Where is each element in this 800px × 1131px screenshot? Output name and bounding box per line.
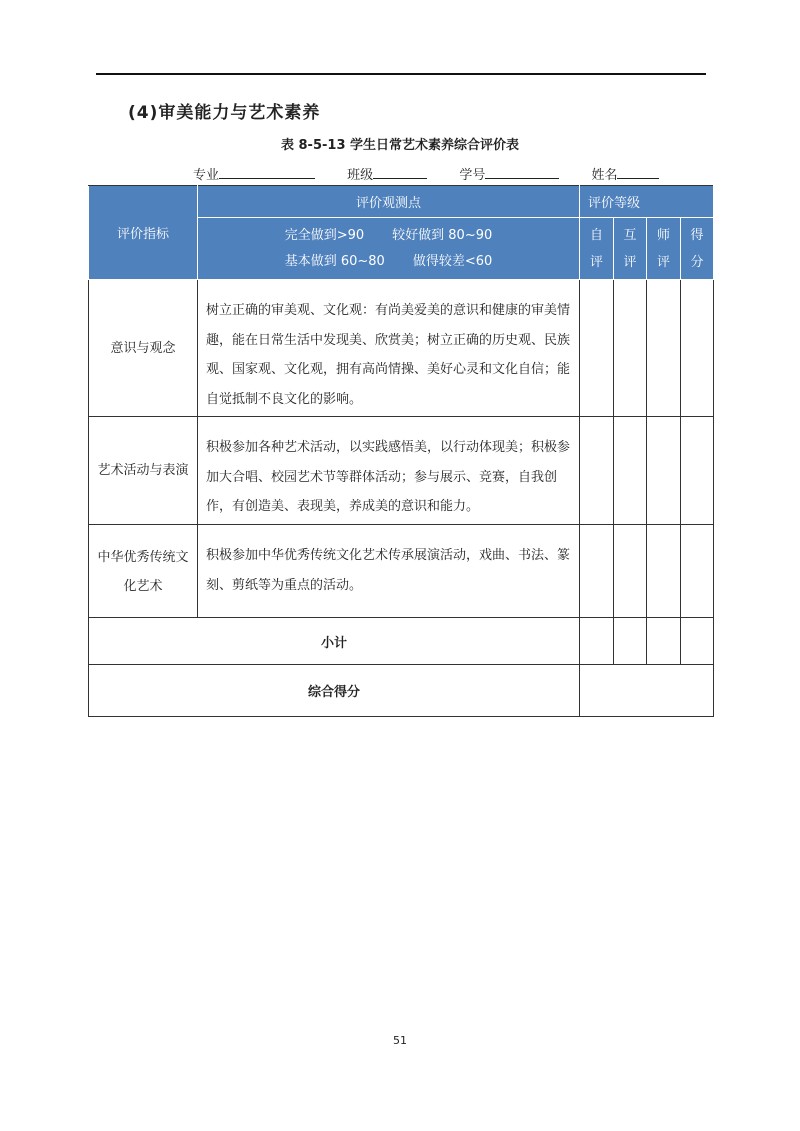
row-indicator: 中华优秀传统文化艺术 (89, 525, 198, 618)
score-cell[interactable] (681, 417, 714, 525)
teacher-eval-cell[interactable] (647, 417, 681, 525)
major-blank (219, 166, 315, 179)
condition-good: 较好做到 80~90 (392, 227, 493, 243)
self-eval-cell[interactable] (580, 280, 614, 417)
header-char: 互 (623, 227, 637, 243)
header-char: 评 (589, 254, 603, 270)
total-row (89, 665, 714, 717)
table-caption: 表 8-5-13 学生日常艺术素养综合评价表 (280, 138, 520, 153)
self-eval-cell[interactable] (580, 417, 614, 525)
top-rule (96, 73, 706, 75)
score-cell[interactable] (681, 525, 714, 618)
student-id-blank (485, 166, 559, 179)
total-label: 综合得分 (89, 665, 580, 717)
total-score-cell[interactable] (580, 665, 714, 717)
subtotal-label: 小计 (89, 618, 580, 665)
peer-eval-cell[interactable] (614, 280, 647, 417)
header-peer-eval (614, 218, 647, 280)
header-teacher-eval (647, 218, 681, 280)
teacher-eval-cell[interactable] (647, 525, 681, 618)
row-indicator: 艺术活动与表演 (89, 417, 198, 525)
teacher-eval-cell[interactable] (647, 280, 681, 417)
header-char: 师 (656, 227, 670, 243)
row-description: 树立正确的审美观、文化观：有尚美爱美的意识和健康的审美情趣，能在日常生活中发现美、欣赏美；树立正确的历史观、民族观、国家观、文化观，拥有高尚情操、美好心灵和文化自信；能自觉抵制不良文化的影响。 (198, 280, 580, 417)
peer-eval-cell[interactable] (614, 525, 647, 618)
student-info-line (193, 164, 659, 183)
evaluation-table (88, 185, 714, 717)
row-description: 积极参加各种艺术活动，以实践感悟美，以行动体现美；积极参加大合唱、校园艺术节等群体活动；参与展示、竞赛，自我创作，有创造美、表现美，养成美的意识和能力。 (198, 417, 580, 525)
row-description: 积极参加中华优秀传统文化艺术传承展演活动，戏曲、书法、篆刻、剪纸等为重点的活动。 (198, 525, 580, 618)
header-self-eval (580, 218, 614, 280)
class-blank (373, 166, 427, 179)
table-row (89, 280, 714, 417)
peer-eval-cell[interactable] (614, 417, 647, 525)
header-conditions (198, 218, 580, 280)
page-number: 51 (393, 1034, 407, 1047)
condition-excellent: 完全做到>90 (284, 227, 365, 243)
major-field: 专业 (193, 164, 315, 183)
subtotal-score-cell[interactable] (681, 618, 714, 665)
table-row (89, 525, 714, 618)
score-cell[interactable] (681, 280, 714, 417)
name-blank (617, 166, 659, 179)
subtotal-self-cell[interactable] (580, 618, 614, 665)
header-char: 得 (690, 227, 704, 243)
header-observation: 评价观测点 (198, 186, 580, 218)
row-indicator: 意识与观念 (89, 280, 198, 417)
header-char: 评 (623, 254, 637, 270)
condition-basic: 基本做到 60~80 (284, 253, 385, 269)
header-char: 自 (589, 227, 603, 243)
subtotal-peer-cell[interactable] (614, 618, 647, 665)
section-heading: (4)审美能力与艺术素养 (128, 103, 321, 123)
header-indicator: 评价指标 (89, 186, 198, 280)
student-id-field: 学号 (459, 164, 559, 183)
header-score (681, 218, 714, 280)
name-field: 姓名 (591, 164, 659, 183)
condition-poor: 做得较差<60 (412, 253, 493, 269)
subtotal-row (89, 618, 714, 665)
header-char: 分 (690, 254, 704, 270)
header-grade: 评价等级 (580, 186, 714, 218)
table-row (89, 417, 714, 525)
class-field: 班级 (347, 164, 427, 183)
subtotal-teacher-cell[interactable] (647, 618, 681, 665)
self-eval-cell[interactable] (580, 525, 614, 618)
header-char: 评 (656, 254, 670, 270)
